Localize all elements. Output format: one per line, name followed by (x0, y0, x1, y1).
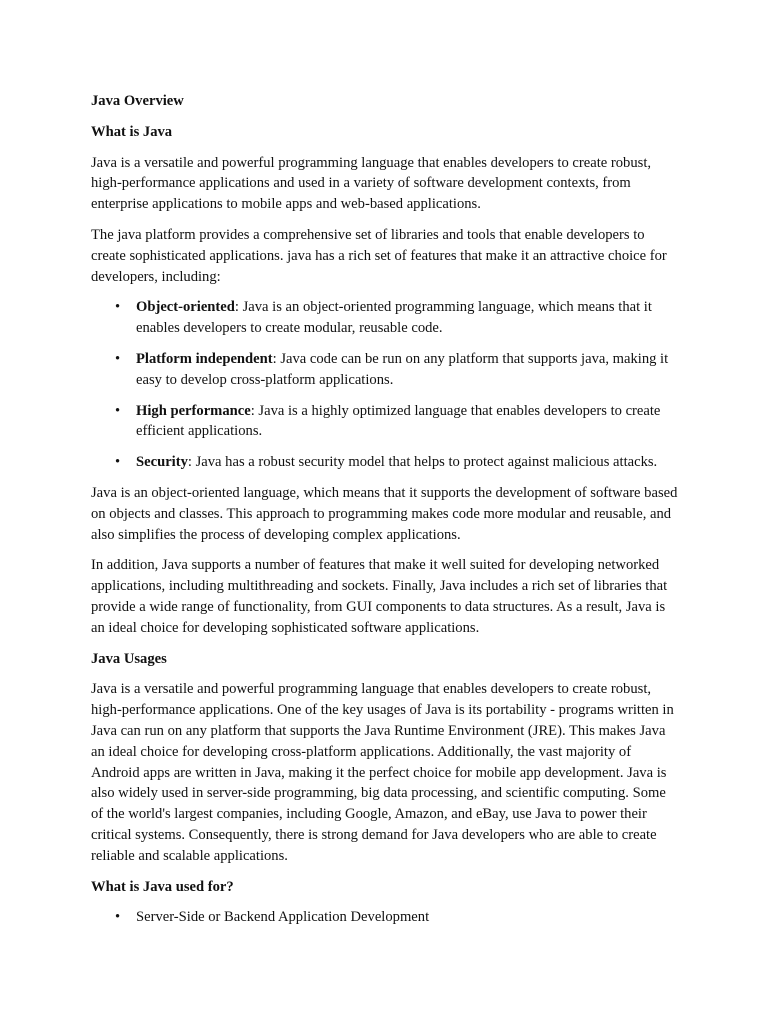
feature-description: : Java is a highly optimized language that enables developers to create efficient applications. (136, 402, 661, 440)
section-heading-used-for: What is Java used for? (91, 878, 234, 895)
section-heading-what-is-java: What is Java (91, 123, 173, 140)
feature-item-platform-independent (91, 349, 681, 391)
bullet-icon: • (115, 299, 121, 316)
feature-term: Platform independent (136, 350, 273, 367)
intro-paragraph-2: The java platform provides a comprehensive set of libraries and tools that enable developers to create sophisticated applications. java has a rich set of features that make it an attractive choice for developers, including: (91, 226, 667, 285)
document-title: Java Overview (91, 93, 184, 109)
features-list (91, 297, 681, 473)
used-for-list (91, 907, 681, 928)
networking-paragraph: In addition, Java supports a number of features that make it well suited for developing networked applications, including multithreading and sockets. Finally, Java includes a rich set of libraries that provide a wide range of functionality, from GUI components to data structures. As a result, Java is an ideal choice for developing sophisticated software applications. (91, 557, 668, 636)
feature-term: Security (136, 454, 188, 471)
section-heading-java-usages: Java Usages (91, 650, 167, 667)
intro-paragraph-1: Java is a versatile and powerful programming language that enables developers to create robust, high-performance applications and used in a variety of software development contexts, from enterprise applications to mobile apps and web-based applications. (91, 154, 652, 213)
feature-term: Object-oriented (136, 299, 235, 316)
feature-description: : Java is an object-oriented programming language, which means that it enables developers to create modular, reusable code. (136, 299, 652, 337)
bullet-icon: • (115, 402, 121, 419)
usages-paragraph: Java is a versatile and powerful programming language that enables developers to create robust, high-performance applications. One of the key usages of Java is its portability - programs written in Java can run on any platform that supports the Java Runtime Environment (JRE). This makes Java an ideal choice for developing cross-platform applications. Additionally, the vast majority of Android apps are written in Java, making it the perfect choice for mobile app development. Java is also widely used in server-side programming, big data processing, and scientific computing. Some of the world's largest companies, including Google, Amazon, and eBay, use Java to power their critical systems. Consequently, there is strong demand for Java developers who are able to create reliable and scalable applications. (91, 681, 674, 864)
bullet-icon: • (115, 350, 121, 367)
used-for-item (91, 907, 681, 928)
feature-item-security (91, 452, 681, 473)
document-body (91, 91, 681, 938)
feature-description: : Java code can be run on any platform that supports java, making it easy to develop cross-platform applications. (136, 350, 669, 388)
feature-item-object-oriented (91, 297, 681, 339)
feature-item-high-performance (91, 401, 681, 443)
bullet-icon: • (115, 454, 121, 471)
bullet-icon: • (115, 909, 121, 926)
feature-description: : Java has a robust security model that helps to protect against malicious attacks. (187, 454, 658, 471)
oop-paragraph: Java is an object-oriented language, which means that it supports the development of software based on objects and classes. This approach to programming makes code more modular and reusable, and also simplifies the process of developing complex applications. (91, 484, 678, 543)
feature-term: High performance (136, 402, 251, 419)
used-for-item-label: Server-Side or Backend Application Development (136, 909, 430, 926)
